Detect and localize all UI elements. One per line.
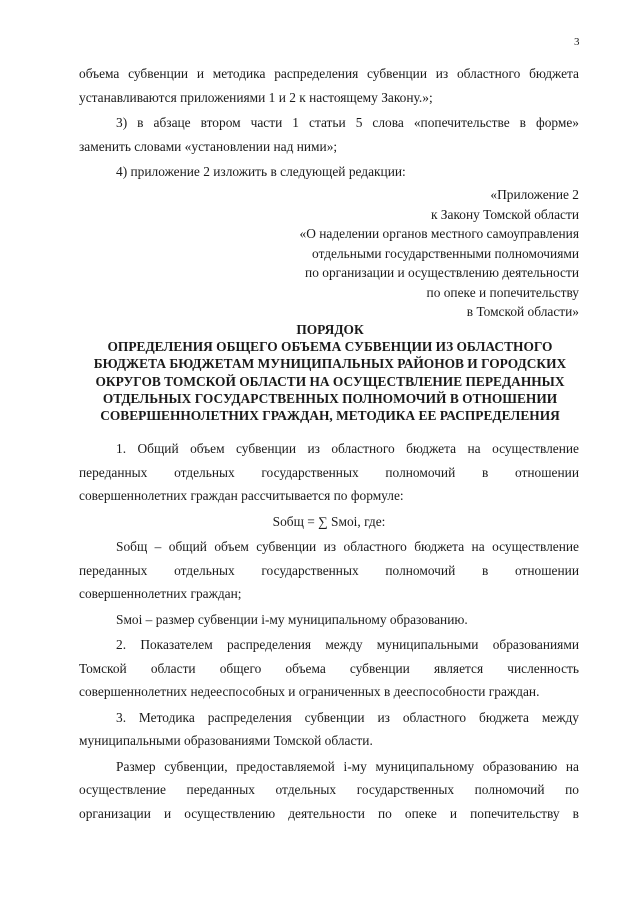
def1-line2: переданных отдельных государственных полномочий в отношении [79, 562, 579, 578]
item1-line1: 1. Общий объем субвенции из областного бюджета на осуществление [116, 441, 579, 456]
title-line-6: СОВЕРШЕННОЛЕТНИХ ГРАЖДАН, МЕТОДИКА ЕЕ РАСПРЕДЕЛЕНИЯ [100, 408, 560, 424]
item1-line2: переданных отдельных государственных полномочий в отношении [79, 464, 579, 480]
def1-line1: Sобщ – общий объем субвенции из областного бюджета на осуществление [116, 539, 579, 554]
title-line-1: ПОРЯДОК [296, 322, 364, 337]
appendix-header [239, 185, 579, 322]
item2-line1: 2. Показателем распределения между муниципальными образованиями [116, 637, 579, 652]
intro-p1-line1: объема субвенции и методика распределения субвенции из областного бюджета [79, 66, 579, 81]
appendix-line-2: к Закону Томской области [430, 206, 579, 222]
intro-text [79, 62, 579, 184]
formula: Sобщ = ∑ Sмоi, где: [272, 513, 386, 529]
intro-p3: 4) приложение 2 изложить в следующей редакции: [116, 164, 406, 179]
size-line2: осуществление переданных отдельных государственных полномочий по [79, 782, 579, 797]
appendix-line-4: отдельными государственными полномочиями [312, 245, 579, 261]
item1-line3: совершеннолетних граждан рассчитывается по формуле: [79, 488, 404, 503]
title-line-5: ОТДЕЛЬНЫХ ГОСУДАРСТВЕННЫХ ПОЛНОМОЧИЙ В ОТНОШЕНИИ [102, 390, 558, 406]
page-number: 3 [574, 36, 580, 48]
intro-p1-line2: устанавливаются приложениями 1 и 2 к настоящему Закону.»; [79, 89, 433, 105]
appendix-line-3: «О наделении органов местного самоуправления [299, 226, 579, 241]
title-line-2: ОПРЕДЕЛЕНИЯ ОБЩЕГО ОБЪЕМА СУБВЕНЦИИ ИЗ ОБЛАСТНОГО [107, 339, 553, 355]
size-line3: организации и осуществлению деятельности по опеке и попечительству в [79, 805, 579, 821]
item3-line2: муниципальными образованиями Томской области. [79, 733, 373, 748]
def2: Sмоi – размер субвенции i-му муниципальному образованию. [116, 611, 468, 627]
appendix-line-1: «Приложение 2 [490, 187, 579, 202]
title-line-3: БЮДЖЕТА БЮДЖЕТАМ МУНИЦИПАЛЬНЫХ РАЙОНОВ И ГОРОДСКИХ [93, 356, 567, 372]
item2-line3: совершеннолетних недееспособных и ограниченных в дееспособности граждан. [79, 684, 540, 699]
title-line-4: ОКРУГОВ ТОМСКОЙ ОБЛАСТИ НА ОСУЩЕСТВЛЕНИЕ ПЕРЕДАННЫХ [95, 373, 565, 389]
intro-p2-line2: заменить словами «установлении над ними»; [79, 138, 338, 154]
document-title [60, 321, 600, 424]
appendix-line-7: в Томской области» [466, 304, 579, 319]
def1-line3: совершеннолетних граждан; [79, 586, 242, 601]
appendix-line-6: по опеке и попечительству [426, 284, 579, 300]
intro-p2-line1: 3) в абзаце втором части 1 статьи 5 слова «попечительстве в форме» [116, 115, 579, 130]
item3-line1: 3. Методика распределения субвенции из областного бюджета между [116, 709, 579, 725]
section-text [79, 437, 579, 825]
size-line1: Размер субвенции, предоставляемой i-му муниципальному образованию на [116, 758, 579, 774]
appendix-line-5: по организации и осуществлению деятельности [305, 265, 579, 280]
item2-line2: Томской области общего объема субвенции является численность [79, 660, 579, 676]
